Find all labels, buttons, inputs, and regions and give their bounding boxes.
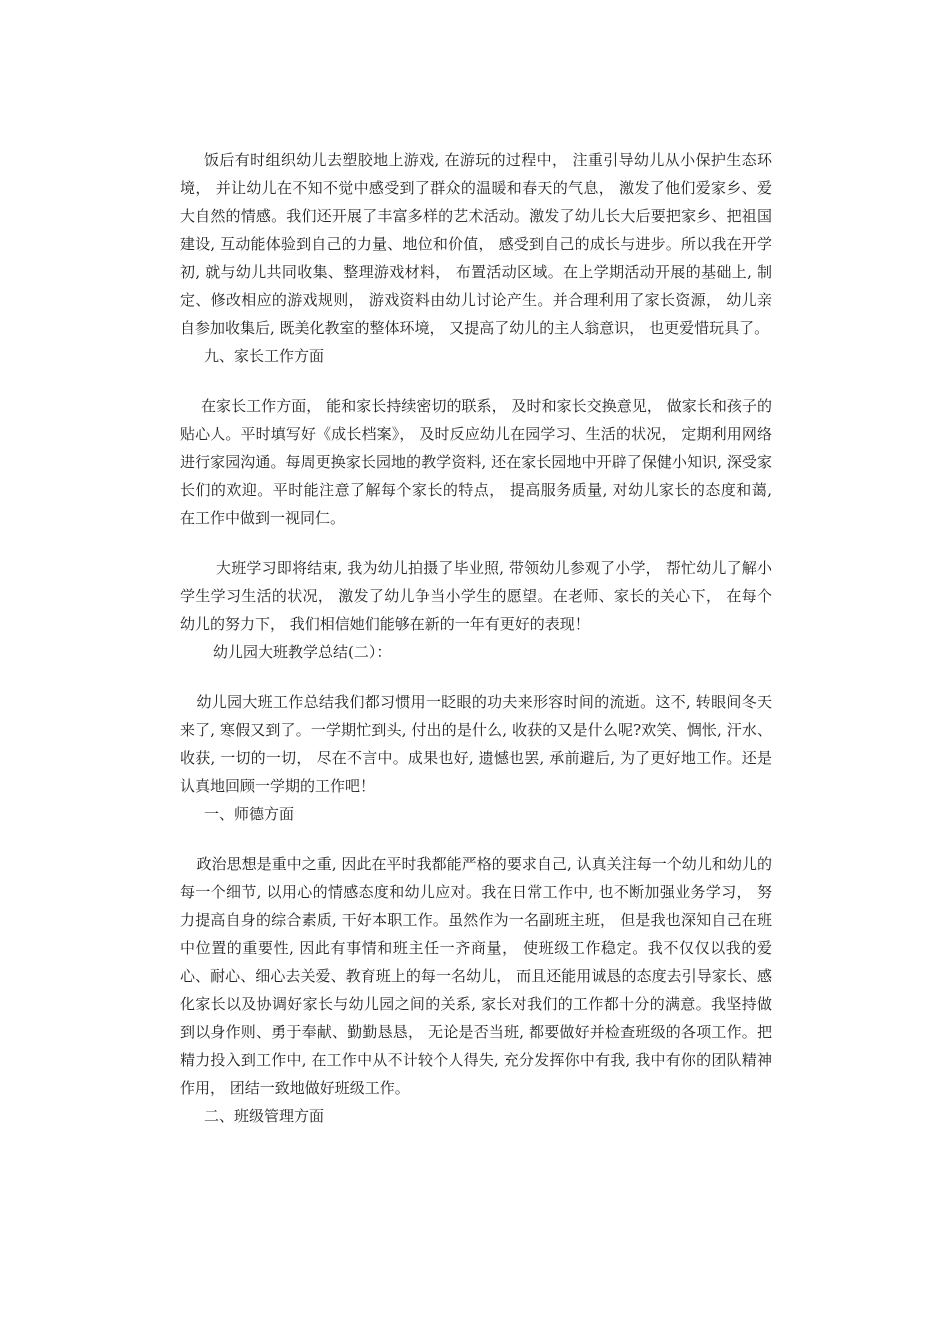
paragraph-parent-work: 在家长工作方面， 能和家长持续密切的联系， 及时和家长交换意见， 做家长和孩子的贴心人。平时填写好《成长档案》， 及时反应幼儿在园学习、生活的状况， 定期利用网络进行家园沟通。每周更换家长园地的教学资料, 还在家长园地中开辟了保健小知识, 深受家长们的欢迎。平时能注意了解每个家长的特点， 提高服务质量, 对幼儿家长的态度和蔼, 在工作中做到一视同仁。 bbox=[180, 397, 772, 527]
heading-summary-two: 幼儿园大班教学总结(二）： bbox=[213, 643, 392, 661]
paragraph-activities: 饭后有时组织幼儿去塑胶地上游戏, 在游玩的过程中， 注重引导幼儿从小保护生态环境， 并让幼儿在不知不觉中感受到了群众的温暖和春天的气息， 激发了他们爱家乡、爱大自然的情感。我们还开展了丰富多样的艺术活动。激发了幼儿长大后要把家乡、把祖国建设, 互动能体验到自己的力量、地位和价值， 感受到自己的成长与进步。所以我在开学初, 就与幼儿共同收集、整理游戏材料， 布置活动区域。在上学期活动开展的基础上, 制定、修改相应的游戏规则， 游戏资料由幼儿讨论产生。并合理利用了家长资源， 幼儿亲自参加收集后, 既美化教室的整体环境， 又提高了幼儿的主人翁意识， 也更爱惜玩具了。 bbox=[180, 151, 772, 337]
paragraph-graduation: 大班学习即将结束, 我为幼儿拍摄了毕业照, 带领幼儿参观了小学， 帮忙幼儿了解小学生学习生活的状况， 激发了幼儿争当小学生的愿望。在老师、家长的关心下， 在每个幼儿的努力下， 我们相信她们能够在新的一年有更好的表现！ bbox=[180, 559, 772, 633]
heading-class-management: 二、班级管理方面 bbox=[204, 1107, 325, 1125]
document-page bbox=[180, 146, 772, 1130]
heading-parent-work: 九、家长工作方面 bbox=[204, 347, 325, 365]
heading-teacher-ethics: 一、师德方面 bbox=[204, 805, 295, 823]
paragraph-summary-intro: 幼儿园大班工作总结我们都习惯用一眨眼的功夫来形容时间的流逝。这不, 转眼间冬天来了, 寒假又到了。一学期忙到头, 付出的是什么, 收获的又是什么呢?欢笑、惆怅, 汗水、收获, 一切的一切， 尽在不言中。成果也好, 遗憾也罢, 承前避后, 为了更好地工作。还是认真地回顾一学期的工作吧！ bbox=[180, 693, 772, 795]
paragraph-teacher-ethics: 政治思想是重中之重, 因此在平时我都能严格的要求自己, 认真关注每一个幼儿和幼儿的每一个细节, 以用心的情感态度和幼儿应对。我在日常工作中, 也不断加强业务学习， 努力提高自身的综合素质, 干好本职工作。虽然作为一名副班主班， 但是我也深知自己在班中位置的重要性, 因此有事情和班主任一齐商量， 使班级工作稳定。我不仅仅以我的爱心、耐心、细心去关爱、教育班上的每一名幼儿， 而且还能用诚恳的态度去引导家长、感化家长以及协调好家长与幼儿园之间的关系, 家长对我们的工作都十分的满意。我坚持做到以身作则、勇于奉献、勤勤恳恳， 无论是否当班, 都要做好并检查班级的各项工作。把精力投入到工作中, 在工作中从不计较个人得失, 充分发挥你中有我, 我中有你的团队精神作用， 团结一致地做好班级工作。 bbox=[180, 855, 772, 1097]
